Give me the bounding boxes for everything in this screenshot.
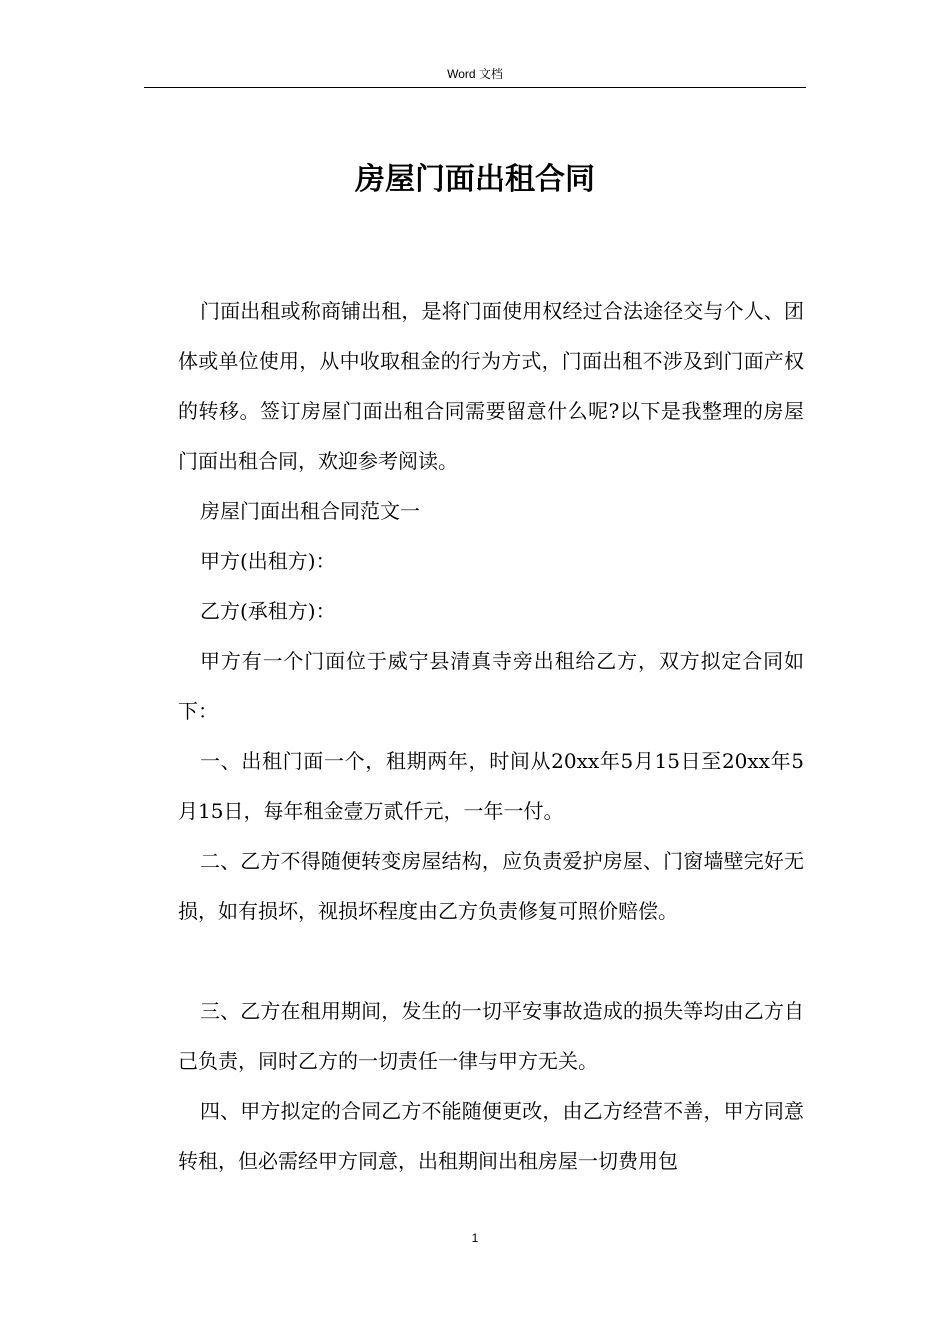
party-b-line: 乙方(承租方)： (200, 599, 336, 623)
party-a-line: 甲方(出租方)： (200, 549, 336, 573)
clause-3: 三、乙方在租用期间，发生的一切平安事故造成的损失等均由乙方自己负责，同时乙方的一切责任一律与甲方无关。 (178, 999, 804, 1073)
document-body (178, 286, 804, 1186)
clause-1: 一、出租门面一个，租期两年，时间从20xx年5月15日至20xx年5月15日，每年租金壹万贰仟元，一年一付。 (178, 749, 804, 823)
page-number: 1 (471, 1231, 479, 1245)
intro-paragraph: 门面出租或称商铺出租，是将门面使用权经过合法途径交与个人、团体或单位使用，从中收取租金的行为方式，门面出租不涉及到门面产权的转移。签订房屋门面出租合同需要留意什么呢?以下是我整理的房屋门面出租合同，欢迎参考阅读。 (178, 299, 804, 473)
document-title: 房屋门面出租合同 (355, 162, 595, 197)
section-heading: 房屋门面出租合同范文一 (200, 499, 420, 523)
agreement-paragraph: 甲方有一个门面位于威宁县清真寺旁出租给乙方，双方拟定合同如下： (178, 649, 804, 723)
header-label: Word 文档 (447, 67, 503, 81)
header-divider (144, 87, 806, 88)
paragraph-gap (178, 936, 804, 986)
clause-2: 二、乙方不得随便转变房屋结构，应负责爱护房屋、门窗墙壁完好无损，如有损坏，视损坏程度由乙方负责修复可照价赔偿。 (178, 849, 804, 923)
clause-4: 四、甲方拟定的合同乙方不能随便更改，由乙方经营不善，甲方同意转租，但必需经甲方同意，出租期间出租房屋一切费用包 (178, 1099, 804, 1173)
